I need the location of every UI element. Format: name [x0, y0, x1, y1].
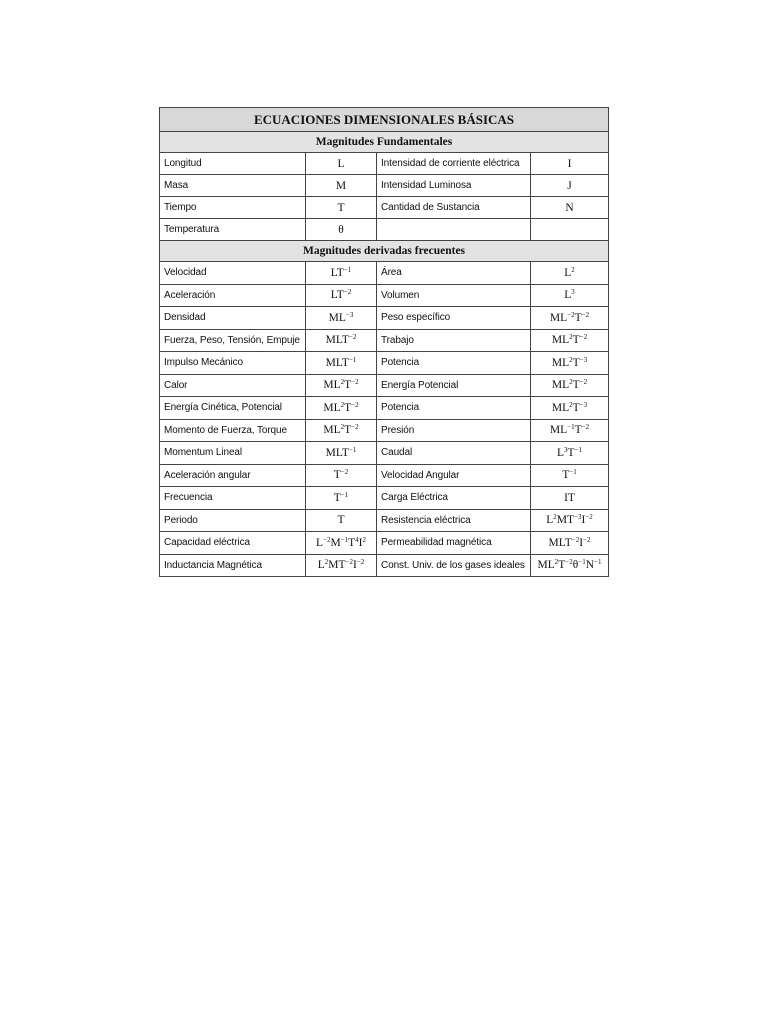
table-row: [160, 397, 609, 420]
dimension-formula: $MLT^{-1}$: [306, 442, 377, 465]
magnitude-name: Momento de Fuerza, Torque: [160, 419, 306, 442]
dimension-formula: $ML^{-3}$: [306, 307, 377, 330]
dimension-formula: $ML^{-1}T^{-2}$: [531, 419, 609, 442]
derived-section-header: Magnitudes derivadas frecuentes: [160, 241, 609, 262]
magnitude-name: Const. Univ. de los gases ideales: [377, 554, 531, 577]
magnitude-name: Intensidad Luminosa: [377, 175, 531, 197]
table-row: [160, 153, 609, 175]
magnitude-name: Caudal: [377, 442, 531, 465]
magnitude-name: Fuerza, Peso, Tensión, Empuje: [160, 329, 306, 352]
magnitude-name: Energía Potencial: [377, 374, 531, 397]
magnitude-name: Capacidad eléctrica: [160, 532, 306, 555]
dimension-formula: [531, 219, 609, 241]
magnitude-name: Masa: [160, 175, 306, 197]
dimension-formula: $ML^2T^{-2}$: [306, 374, 377, 397]
table-row: [160, 197, 609, 219]
magnitude-name: Cantidad de Sustancia: [377, 197, 531, 219]
table-row: [160, 554, 609, 577]
magnitude-name: Volumen: [377, 284, 531, 307]
magnitude-name: Calor: [160, 374, 306, 397]
dimension-formula: $T^{-1}$: [531, 464, 609, 487]
magnitude-name: Velocidad: [160, 262, 306, 285]
dimension-formula: $L^3T^{-1}$: [531, 442, 609, 465]
table-row: [160, 262, 609, 285]
table-row: [160, 307, 609, 330]
dimension-formula: I: [531, 153, 609, 175]
dimension-formula: $L^2$: [531, 262, 609, 285]
dimension-formula: $T^{-2}$: [306, 464, 377, 487]
dimension-formula: T: [306, 509, 377, 532]
fundamental-section-header: Magnitudes Fundamentales: [160, 132, 609, 153]
table-row: [160, 219, 609, 241]
dimension-formula: $LT^{-2}$: [306, 284, 377, 307]
magnitude-name: Frecuencia: [160, 487, 306, 510]
table-row: [160, 442, 609, 465]
magnitude-name: Carga Eléctrica: [377, 487, 531, 510]
dimensional-equations-table: [159, 107, 609, 577]
table-row: [160, 175, 609, 197]
dimension-formula: $ML^{-2}T^{-2}$: [531, 307, 609, 330]
table-row: [160, 487, 609, 510]
dimension-formula: $MLT^{-1}$: [306, 352, 377, 375]
magnitude-name: Área: [377, 262, 531, 285]
dimension-formula: $ML^2T^{-3}$: [531, 397, 609, 420]
magnitude-name: Trabajo: [377, 329, 531, 352]
magnitude-name: Permeabilidad magnética: [377, 532, 531, 555]
dimension-formula: N: [531, 197, 609, 219]
dimension-formula: θ: [306, 219, 377, 241]
magnitude-name: Energía Cinética, Potencial: [160, 397, 306, 420]
magnitude-name: Velocidad Angular: [377, 464, 531, 487]
dimension-formula: $ML^2T^{-3}$: [531, 352, 609, 375]
dimension-formula: $MLT^{-2}$: [306, 329, 377, 352]
magnitude-name: Peso específico: [377, 307, 531, 330]
dimension-formula: $L^2MT^{-2}I^{-2}$: [306, 554, 377, 577]
magnitude-name: Potencia: [377, 352, 531, 375]
table-title: ECUACIONES DIMENSIONALES BÁSICAS: [160, 108, 609, 132]
dimension-formula: $ML^2T^{-2}$: [306, 419, 377, 442]
magnitude-name: Potencia: [377, 397, 531, 420]
magnitude-name: Impulso Mecánico: [160, 352, 306, 375]
magnitude-name: Momentum Lineal: [160, 442, 306, 465]
dimension-formula: $MLT^{-2}I^{-2}$: [531, 532, 609, 555]
dimension-formula: $T^{-1}$: [306, 487, 377, 510]
table-row: [160, 464, 609, 487]
magnitude-name: Inductancia Magnética: [160, 554, 306, 577]
magnitude-name: Tiempo: [160, 197, 306, 219]
dimension-formula: $ML^2T^{-2}\theta^{-1}N^{-1}$: [531, 554, 609, 577]
table-row: [160, 352, 609, 375]
magnitude-name: Aceleración angular: [160, 464, 306, 487]
dimension-formula: M: [306, 175, 377, 197]
magnitude-name: Presión: [377, 419, 531, 442]
table-row: [160, 374, 609, 397]
dimension-formula: $ML^2T^{-2}$: [531, 374, 609, 397]
magnitude-name: Periodo: [160, 509, 306, 532]
table-row: [160, 532, 609, 555]
dimension-formula: $LT^{-1}$: [306, 262, 377, 285]
dimension-formula: $ML^2T^{-2}$: [531, 329, 609, 352]
table-row: [160, 509, 609, 532]
dimension-formula: $ML^2T^{-2}$: [306, 397, 377, 420]
magnitude-name: Temperatura: [160, 219, 306, 241]
dimension-formula: IT: [531, 487, 609, 510]
magnitude-name: Resistencia eléctrica: [377, 509, 531, 532]
dimension-formula: J: [531, 175, 609, 197]
magnitude-name: [377, 219, 531, 241]
table-row: [160, 419, 609, 442]
magnitude-name: Intensidad de corriente eléctrica: [377, 153, 531, 175]
dimension-formula: L: [306, 153, 377, 175]
magnitude-name: Densidad: [160, 307, 306, 330]
magnitude-name: Longitud: [160, 153, 306, 175]
dimension-formula: $L^2MT^{-3}I^{-2}$: [531, 509, 609, 532]
dimension-formula: $L^3$: [531, 284, 609, 307]
dimension-formula: $L^{-2}M^{-1}T^4I^2$: [306, 532, 377, 555]
table-row: [160, 329, 609, 352]
table-row: [160, 284, 609, 307]
dimension-formula: T: [306, 197, 377, 219]
magnitude-name: Aceleración: [160, 284, 306, 307]
